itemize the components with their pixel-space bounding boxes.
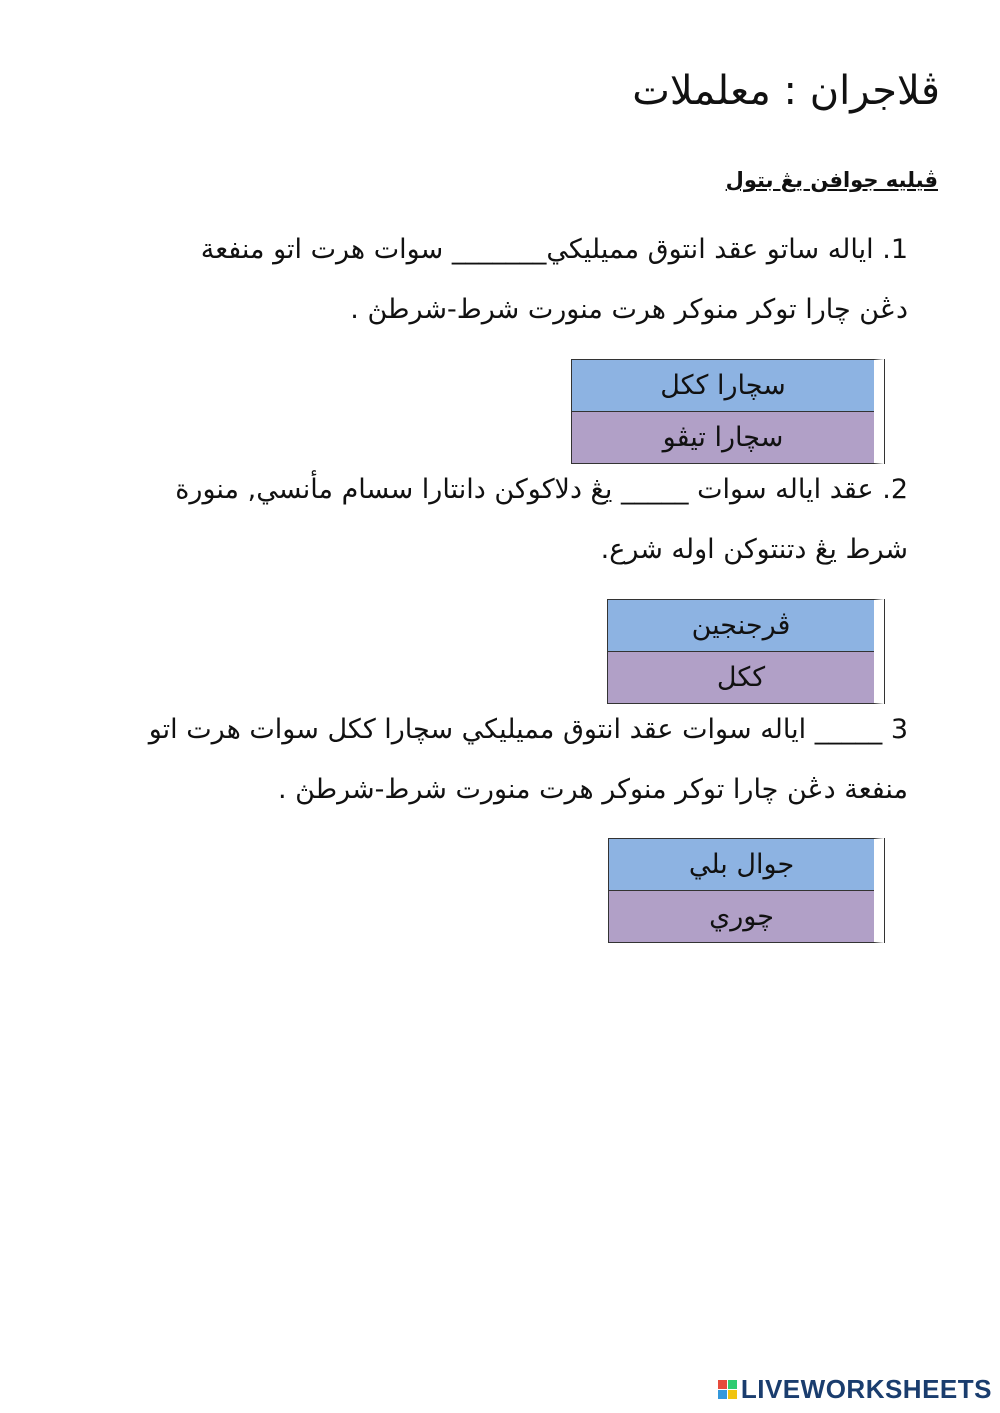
question-3 xyxy=(68,700,908,820)
page-title: ڤلاجران : معلملات xyxy=(632,68,940,114)
question-1-line-2: دڠن چارا توکر منوکر هرت منورت شرط-شرطڽ . xyxy=(350,294,908,325)
question-3-option-2[interactable]: چوري xyxy=(609,891,874,942)
question-2 xyxy=(88,460,908,580)
question-2-option-2[interactable]: ککل xyxy=(608,652,874,703)
question-3-line-2: منفعة دڠن چارا توکر منوکر هرت منورت شرط-شرطڽ . xyxy=(277,774,908,805)
question-2-option-1[interactable]: ڤرجنجين xyxy=(608,600,874,652)
question-3-line-1: 3 _____ اياله سوات عقد انتوق مميليكي سچارا ککل سوات هرت اتو xyxy=(148,714,908,745)
question-2-choices xyxy=(607,599,884,704)
question-1-choices xyxy=(571,359,884,464)
question-1-option-2[interactable]: سچارا تيڤو xyxy=(572,412,874,463)
liveworksheets-brand[interactable] xyxy=(718,1374,992,1405)
instruction-text: ڤيليه جوافن يڠ بتول xyxy=(725,168,938,192)
liveworksheets-logo-icon xyxy=(718,1380,737,1399)
question-3-choices xyxy=(608,838,884,943)
question-2-line-1: 2. عقد اياله سوات _____ يڠ دلاکوکن دانتارا سسام مأنسي, منورة xyxy=(175,474,908,505)
question-3-option-1[interactable]: جوال بلي xyxy=(609,839,874,891)
question-1 xyxy=(88,220,908,340)
question-2-line-2: شرط يڠ دتنتوکن اوله شرع. xyxy=(600,534,908,565)
question-1-line-1: 1. اياله ساتو عقد انتوق مميليكي_______ سوات هرت اتو منفعة xyxy=(200,234,908,265)
brand-name: LIVEWORKSHEETS xyxy=(740,1374,992,1404)
question-1-option-1[interactable]: سچارا ککل xyxy=(572,360,874,412)
